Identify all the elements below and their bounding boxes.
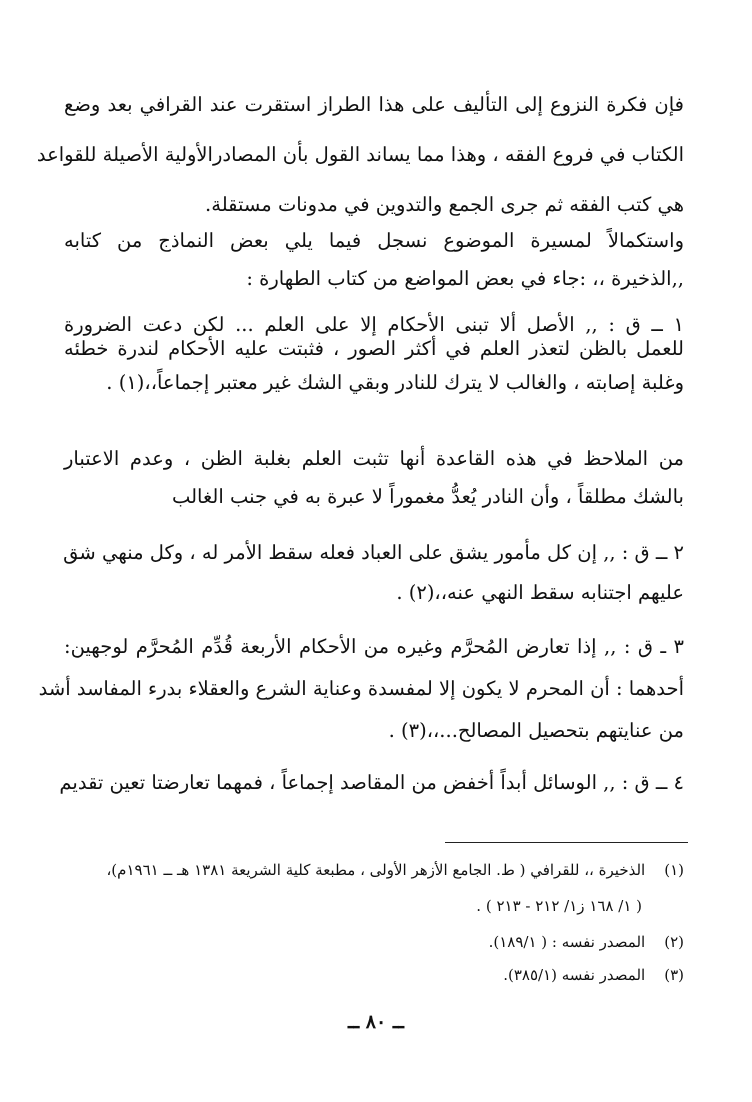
rule-item-1: ١ ــ ق : ,, الأصل ألا تبنى الأحكام إلا على العلم ... لكن دعت الضرورة bbox=[64, 313, 684, 336]
footnote-number: (٣) bbox=[664, 966, 684, 984]
body-line: من الملاحظ في هذه القاعدة أنها تثبت العلم بغلبة الظن ، وعدم الاعتبار bbox=[64, 447, 684, 470]
body-line: ,,الذخيرة ،، :جاء في بعض المواضع من كتاب الطهارة : bbox=[246, 267, 684, 290]
footnote-1 bbox=[64, 858, 684, 882]
body-line: عليهم اجتنابه سقط النهي عنه،،(٢) . bbox=[396, 581, 684, 604]
footnote-text: الذخيرة ،، للقرافي ( ط. الجامع الأزهر الأولى ، مطبعة كلية الشريعة ١٣٨١ هـ ــ ١٩٦١م)، bbox=[106, 861, 646, 879]
body-line: الكتاب في فروع الفقه ، وهذا مما يساند القول بأن المصادرالأولية الأصيلة للقواعد bbox=[36, 143, 684, 166]
rule-item-4: ٤ ــ ق : ,, الوسائل أبداً أخفض من المقاصد إجماعاً ، فمهما تعارضتا تعين تقديم bbox=[59, 771, 684, 794]
footnote-divider bbox=[445, 842, 688, 843]
body-line: هي كتب الفقه ثم جرى الجمع والتدوين في مدونات مستقلة. bbox=[205, 193, 684, 216]
body-line: فإن فكرة النزوع إلى التأليف على هذا الطراز استقرت عند القرافي بعد وضع bbox=[64, 93, 684, 116]
body-line: بالشك مطلقاً ، وأن النادر يُعدُّ مغموراً لا عبرة به في جنب الغالب bbox=[171, 485, 684, 508]
body-line: للعمل بالظن لتعذر العلم في أكثر الصور ، فثبتت عليه الأحكام لندرة خطئه bbox=[64, 337, 684, 360]
footnote-number: (٢) bbox=[664, 933, 684, 951]
footnote-3 bbox=[64, 963, 684, 987]
body-line: وغلبة إصابته ، والغالب لا يترك للنادر وبقي الشك غير معتبر إجماعاً،،(١) . bbox=[106, 371, 684, 394]
rule-item-2: ٢ ــ ق : ,, إن كل مأمور يشق على العباد فعله سقط الأمر له ، وكل منهي شق bbox=[63, 541, 684, 564]
footnote-text: المصدر نفسه (٣٨٥/١). bbox=[503, 966, 646, 984]
page-number: ــ ٨٠ ــ bbox=[348, 1011, 404, 1033]
body-line: من عنايتهم بتحصيل المصالح...،،(٣) . bbox=[388, 719, 684, 742]
body-line: واستكمالاً لمسيرة الموضوع نسجل فيما يلي بعض النماذج من كتابه bbox=[64, 229, 684, 252]
footnote-2 bbox=[64, 930, 684, 954]
footnote-1-continuation: ( ١/ ١٦٨ ز١/ ٢١٢ - ٢١٣ ) . bbox=[476, 897, 642, 915]
rule-item-3: ٣ ـ ق : ,, إذا تعارض المُحرَّم وغيره من الأحكام الأربعة قُدِّم المُحرَّم لوجهين: bbox=[64, 635, 684, 658]
footnote-number: (١) bbox=[664, 861, 684, 879]
footnote-text: المصدر نفسه : ( ١٨٩/١). bbox=[488, 933, 646, 951]
body-line: أحدهما : أن المحرم لا يكون إلا لمفسدة وعناية الشرع والعقلاء بدرء المفاسد أشد bbox=[38, 677, 684, 700]
